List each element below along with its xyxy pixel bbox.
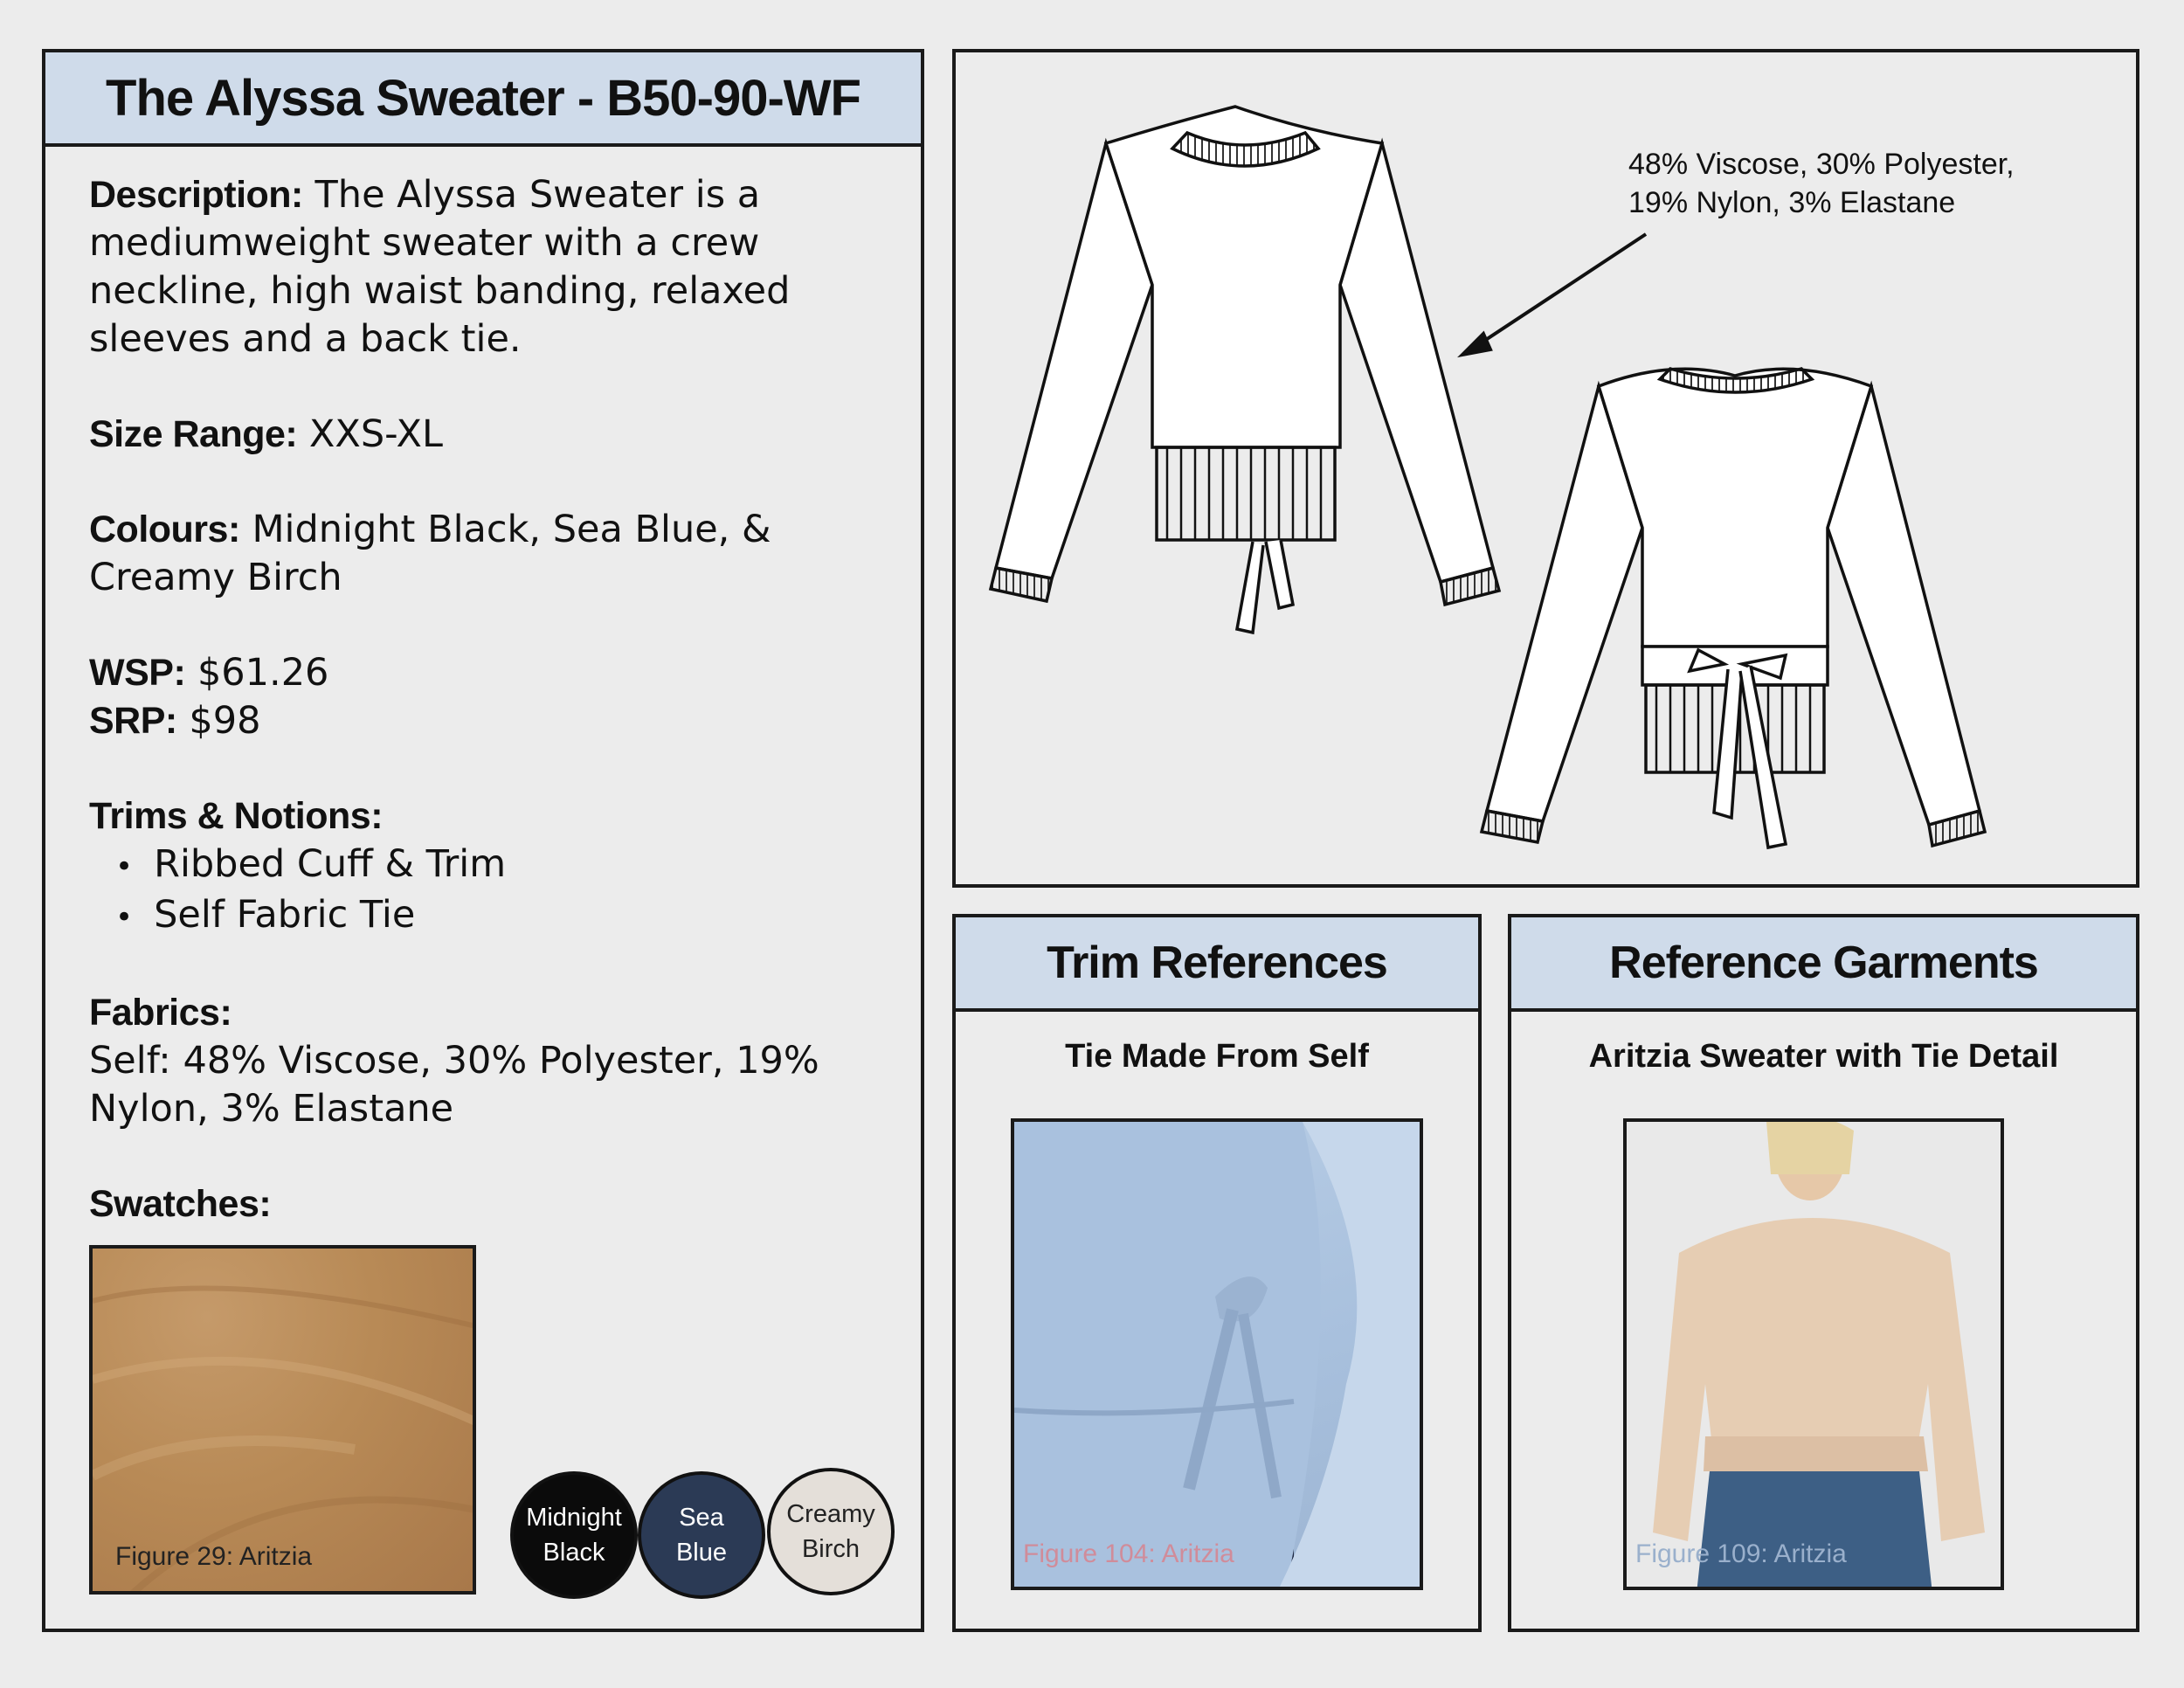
- reference-subtitle: Aritzia Sweater with Tie Detail: [1588, 1038, 2059, 1075]
- trim-image-caption: Figure 104: Aritzia: [1023, 1539, 1234, 1568]
- description: [89, 171, 902, 363]
- wsp-label: WSP:: [89, 652, 186, 694]
- swatches-label: Swatches:: [89, 1183, 272, 1225]
- reference-header: Reference Garments: [1511, 917, 2136, 1012]
- colour-dot-line2: Blue: [675, 1539, 728, 1567]
- fabrics-value: Self: 48% Viscose, 30% Polyester, 19% Nylon, 3% Elastane: [89, 1039, 819, 1131]
- trims-list: [115, 841, 902, 942]
- spec-panel: [42, 49, 924, 1632]
- size-range: [89, 411, 902, 459]
- trim-subtitle: Tie Made From Self: [1065, 1038, 1369, 1075]
- srp: [89, 697, 902, 745]
- srp-label: SRP:: [89, 700, 177, 742]
- fabric-annotation-arrow: [1462, 234, 1646, 355]
- colours-value: Midnight Black, Sea Blue, & Creamy Birch: [89, 508, 771, 599]
- trim-item: • Ribbed Cuff & Trim: [115, 841, 902, 891]
- wsp: [89, 649, 902, 697]
- colour-dot-line2: Birch: [801, 1535, 860, 1563]
- reference-image-caption: Figure 109: Aritzia: [1635, 1539, 1847, 1568]
- back-view-sketch: [1482, 369, 1985, 847]
- technical-sketch-panel: [952, 49, 2139, 888]
- colours: [89, 506, 902, 602]
- colour-dot-sea-blue: [638, 1471, 765, 1599]
- colours-label: Colours:: [89, 508, 240, 550]
- colour-dot-line1: Sea: [679, 1504, 724, 1532]
- colour-dot-line2: Black: [543, 1539, 605, 1567]
- fabric-annotation: [1628, 145, 2015, 222]
- size-value: XXS-XL: [297, 412, 443, 456]
- reference-garment-image: [1623, 1118, 2004, 1590]
- spec-body: [45, 147, 902, 1228]
- wsp-value: $61.26: [185, 651, 329, 695]
- srp-value: $98: [176, 699, 261, 743]
- trims-label: Trims & Notions:: [89, 795, 384, 837]
- description-text: The Alyssa Sweater is a mediumweight sweater with a crew neckline, high waist banding, relaxed sleeves and a back tie.: [89, 173, 791, 361]
- model-wearing-sweater-illustration: [1627, 1122, 2004, 1590]
- colour-dot-line1: Creamy: [786, 1500, 875, 1528]
- front-view-sketch: [991, 107, 1499, 633]
- size-label: Size Range:: [89, 413, 298, 455]
- trim-item: • Self Fabric Tie: [115, 891, 902, 942]
- trim-reference-image: [1011, 1118, 1423, 1590]
- colour-dot-midnight-black: [510, 1471, 638, 1599]
- description-label: Description:: [89, 174, 303, 216]
- trim-references-panel: [952, 914, 1482, 1632]
- colour-dot-creamy-birch: [767, 1468, 895, 1595]
- reference-garments-panel: [1508, 914, 2139, 1632]
- swatch-caption: Figure 29: Aritzia: [115, 1542, 313, 1571]
- annotation-line2: 19% Nylon, 3% Elastane: [1628, 186, 1956, 219]
- fabric-swatch-image: [89, 1245, 476, 1595]
- colour-dot-line1: Midnight: [526, 1504, 622, 1532]
- annotation-line1: 48% Viscose, 30% Polyester,: [1628, 148, 2015, 181]
- spec-title: The Alyssa Sweater - B50-90-WF: [45, 52, 921, 147]
- tie-detail-illustration: [1014, 1122, 1423, 1590]
- fabrics-label: Fabrics:: [89, 992, 232, 1034]
- trim-header: Trim References: [956, 917, 1478, 1012]
